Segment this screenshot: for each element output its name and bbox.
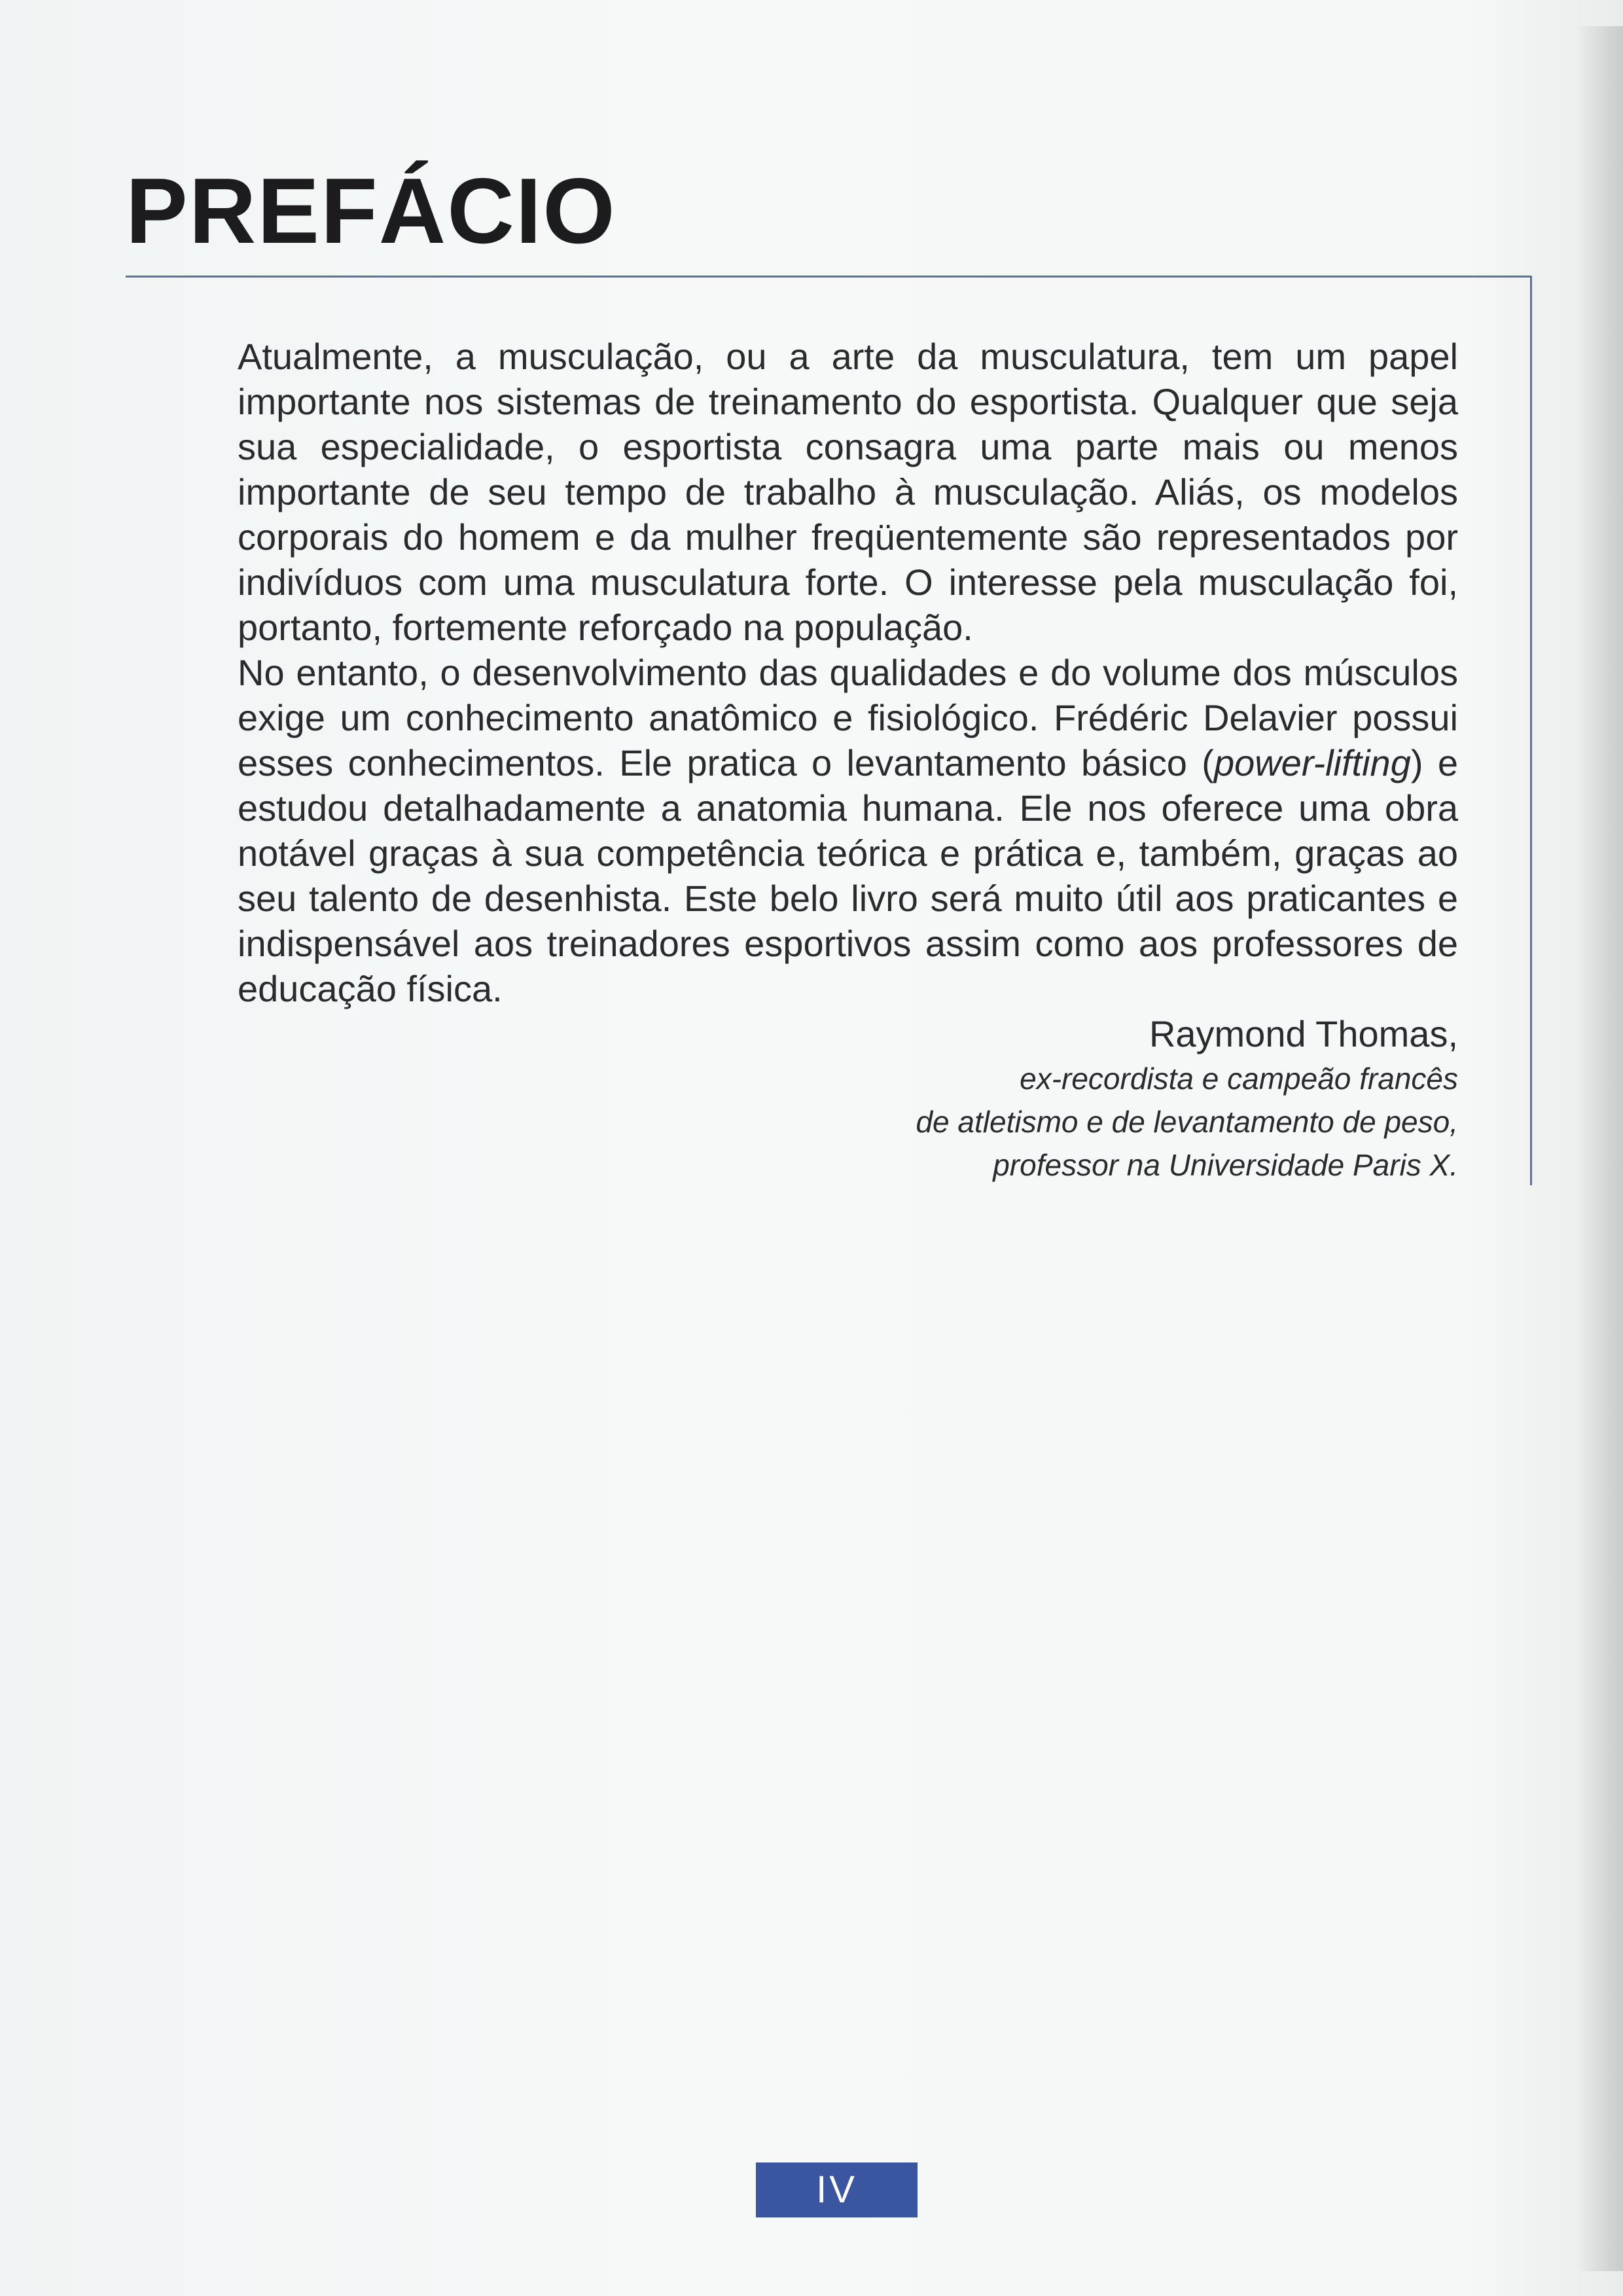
preface-body <box>238 334 1458 1011</box>
page-number-badge: IV <box>756 2162 918 2217</box>
signature-role-line-1: ex-recordista e campeão francês <box>1020 1062 1458 1096</box>
preface-paragraph-1: Atualmente, a musculação, ou a arte da musculatura, tem um papel importante nos sistemas de treinamento do esportista. Qualquer que seja sua especialidade, o esportista consagra uma parte mais ou menos importante de seu tempo de trabalho à musculação. Aliás, os modelos corporais do homem e da mulher freqüentemente são representados por indivíduos com uma musculatura forte. O interesse pela musculação foi, portanto, fortemente reforçado na população. <box>238 336 1458 648</box>
page-title: PREFÁCIO <box>126 159 616 263</box>
title-rule-horizontal <box>126 276 1531 278</box>
title-rule-vertical <box>1530 276 1532 1185</box>
signature-role-line-3: professor na Universidade Paris X. <box>993 1148 1458 1182</box>
page-spine-shadow <box>1577 26 1623 2271</box>
signature-name: Raymond Thomas, <box>1149 1013 1458 1054</box>
preface-paragraph-2: No entanto, o desenvolvimento das qualidades e do volume dos músculos exige um conhecimento anatômico e fisiológico. Frédéric Delavier possui esses conhecimentos. Ele pratica o levantamento básico (power-lifting) e estudou detalhadamente a anatomia humana. Ele nos oferece uma obra notável graças à sua competência teórica e prática e, também, graças ao seu talento de desenhista. Este belo livro será muito útil aos praticantes e indispensável aos treinadores esportivos assim como aos professores de educação física. <box>238 652 1458 1009</box>
signature-role-line-2: de atletismo e de levantamento de peso, <box>916 1105 1458 1139</box>
signature-block <box>607 1011 1458 1187</box>
